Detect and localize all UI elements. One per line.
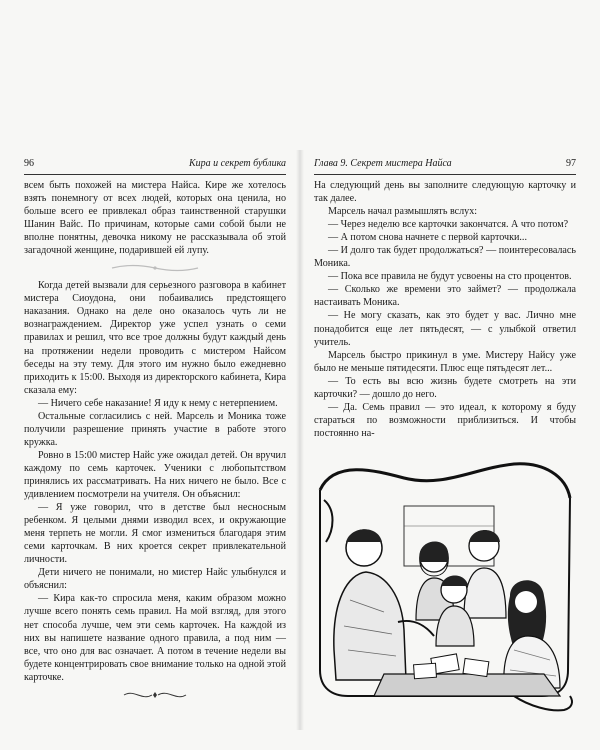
- paragraph: На следующий день вы заполните следующую карточку и так далее.: [314, 180, 576, 205]
- left-page-text: [24, 179, 286, 702]
- paragraph: — То есть вы всю жизнь будете смотреть на эти карточки? — дошло до него.: [314, 375, 576, 400]
- paragraph: — А потом снова начнете с первой карточки...: [328, 232, 527, 244]
- paragraph: Остальные согласились с ней. Марсель и Моника тоже получили разрешение принять участие в работе этого кружка.: [24, 410, 286, 448]
- paragraph: Когда детей вызвали для серьезного разговора в кабинет мистера Сиоудона, они побаивались предстоящего наказания. Однако на деле оно оказалось чуть ли не вознаграждением. Директор уже успел узнать о семи правилах и решил, что все трое должны будут каждый день на протяжении недели проводить с мистером Найсом беседы на эту тему. Для этого им нужно было ежедневно приходить к 15:00. Выходя из директорского кабинета, Кира сказала ему:: [24, 280, 286, 396]
- paragraph: Дети ничего не понимали, но мистер Найс улыбнулся и объяснил:: [24, 567, 286, 592]
- right-page-number: 97: [566, 158, 576, 169]
- right-running-title: Глава 9. Секрет мистера Найса: [314, 158, 452, 169]
- paragraph: — Сколько же времени это займет? — продолжала настаивать Моника.: [314, 284, 576, 309]
- paragraph: — Я уже говорил, что в детстве был несносным ребенком. Я целыми днями изводил всех, и окружающие меня терпеть не могли. Я смог измениться благодаря этим семи карточкам. В них кроется секрет привлекательной личности.: [24, 502, 286, 566]
- paragraph: — Кира как-то спросила меня, каким образом можно лучше всего понять семь правил. На мой взгляд, для этого нет способа лучше, чем эти семь карточек. На каждой из них вы напишете название одного правила, а под ним — все, что оно для вас означает. А потом в течение недели вы будете концентрировать свое внимание только на одной этой карточке.: [24, 593, 286, 683]
- left-page-number: 96: [24, 158, 34, 169]
- paragraph: Ровно в 15:00 мистер Найс уже ожидал детей. Он вручил каждому по семь карточек. Ученики с любопытством принялись их рассматривать. На них ничего не было. Все с удивлением посмотрели на учителя. Он объяснил:: [24, 449, 286, 501]
- paragraph: — Да. Семь правил — это идеал, к которому я буду стараться по возможности приблизиться. И чтобы постоянно на-: [314, 401, 576, 439]
- right-page-text: [314, 179, 576, 440]
- flourish-ornament-icon: [120, 689, 190, 701]
- classroom-illustration: [314, 450, 576, 718]
- paragraph: — Через неделю все карточки закончатся. А что потом?: [328, 219, 569, 231]
- illustration-image: [314, 450, 576, 718]
- flourish-ornament-icon: [110, 262, 200, 274]
- left-page: [24, 158, 286, 702]
- right-running-head: [314, 158, 576, 175]
- paragraph: всем быть похожей на мистера Найса. Кире же хотелось взять понемногу от всех людей, которых она ценила, но больше всего ее привлекал образ таинственной старушки Шанин Вайс. По причинам, которые сами собой были не вполне понятны, девочка никому не рассказывала об этой загадочной женщине, подарившей ей лупу.: [24, 180, 286, 257]
- left-running-title: Кира и секрет бублика: [189, 158, 286, 169]
- paragraph: — Не могу сказать, как это будет у вас. Лично мне понадобится еще лет пятьдесят, — с улыбкой ответил учитель.: [314, 310, 576, 348]
- section-break-ornament: [24, 257, 286, 279]
- paragraph: Марсель начал размышлять вслух:: [328, 206, 478, 218]
- paragraph: — Ничего себе наказание! Я иду к нему с нетерпением.: [38, 397, 278, 409]
- left-running-head: [24, 158, 286, 175]
- right-page: [314, 158, 576, 718]
- paragraph: — Пока все правила не будут усвоены на сто процентов.: [328, 271, 572, 283]
- end-ornament: [24, 688, 286, 702]
- paragraph: — И долго так будет продолжаться? — поинтересовалась Моника.: [314, 245, 576, 270]
- paragraph: Марсель быстро прикинул в уме. Мистеру Найсу уже было не меньше пятидесяти. Плюс еще пятьдесят лет...: [314, 349, 576, 374]
- book-gutter: [296, 150, 304, 730]
